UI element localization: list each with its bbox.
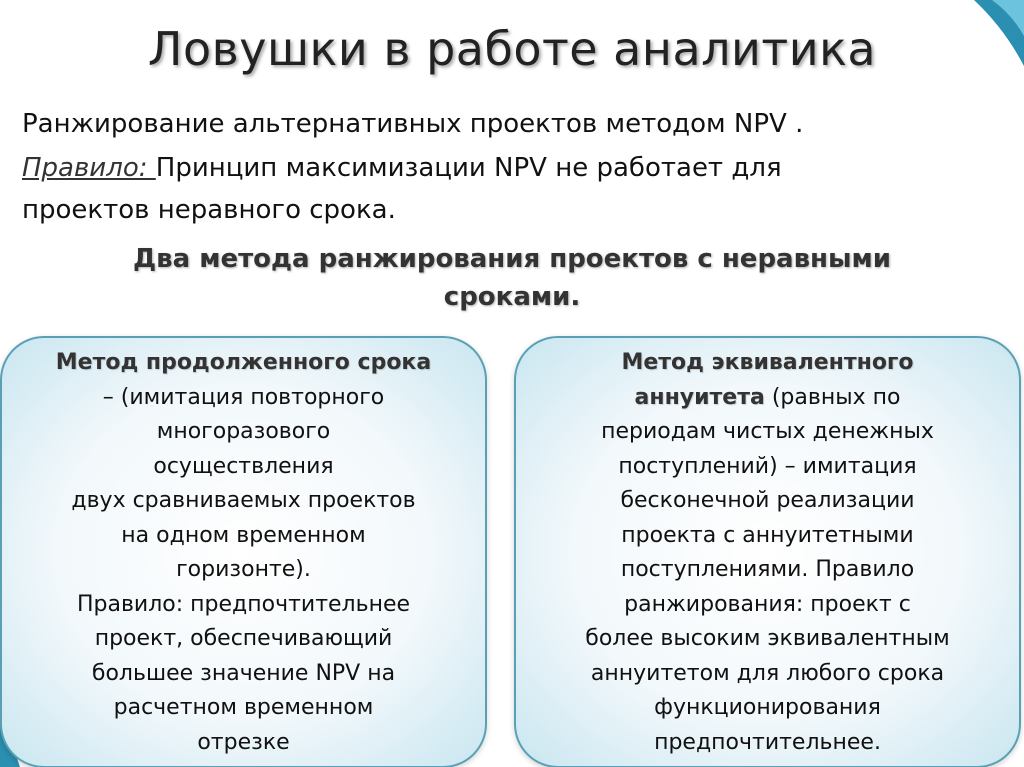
panel-line: аннуитетом для любого срока: [590, 660, 945, 686]
panel-line: периодам чистых денежных: [601, 419, 934, 444]
panel-heading-line: [530, 381, 1005, 416]
panel-heading: Метод эквивалентного: [621, 350, 914, 375]
panel-line: проекта с аннуитетными: [621, 522, 914, 548]
panel-line: отрезке: [197, 729, 290, 755]
rule-label: Правило:: [22, 153, 156, 183]
panel-line: предпочтительнее.: [654, 729, 881, 755]
panel-line: проект, обеспечивающий: [94, 626, 393, 651]
panel-line: поступлениями. Правило: [620, 557, 915, 582]
rule-text: Принцип максимизации NPV не работает для: [155, 153, 782, 183]
panel-line: функционирования: [654, 695, 881, 720]
subheading-line: сроками.: [443, 282, 581, 312]
panel-heading-term: аннуитета: [634, 384, 765, 410]
panel-line: на одном временном: [121, 522, 366, 548]
subheading-line: Два метода ранжирования проектов с неравными: [133, 244, 891, 274]
panel-line: многоразового: [156, 419, 331, 444]
panel-line: бесконечной реализации: [620, 488, 915, 513]
panel-line: осуществления: [153, 453, 334, 479]
panel-line: – (имитация повторного: [102, 384, 385, 410]
panel-line: Правило: предпочтительнее: [76, 591, 411, 617]
panel-line: поступлений) – имитация: [618, 453, 917, 479]
panel-line: расчетном временном: [113, 695, 374, 720]
panel-line: ранжирования: проект с: [624, 591, 911, 617]
rule-text-continued: проектов неравного срока.: [22, 195, 396, 225]
extended-term-method-panel: [0, 336, 487, 767]
panel-line: большее значение NPV на: [91, 660, 396, 686]
panel-heading-rest: (равных по: [764, 384, 901, 410]
page-title: Ловушки в работе аналитика: [147, 22, 877, 76]
panel-line: двух сравниваемых проектов: [71, 488, 416, 513]
panel-line: горизонте).: [176, 557, 311, 582]
equivalent-annuity-method-panel: [514, 336, 1021, 767]
section-subheading: [0, 240, 1024, 316]
rule-line: [22, 148, 782, 188]
intro-text: Ранжирование альтернативных проектов методом NPV .: [22, 109, 804, 139]
panel-line: более высоким эквивалентным: [585, 626, 950, 651]
panel-heading: Метод продолженного срока: [55, 350, 432, 375]
